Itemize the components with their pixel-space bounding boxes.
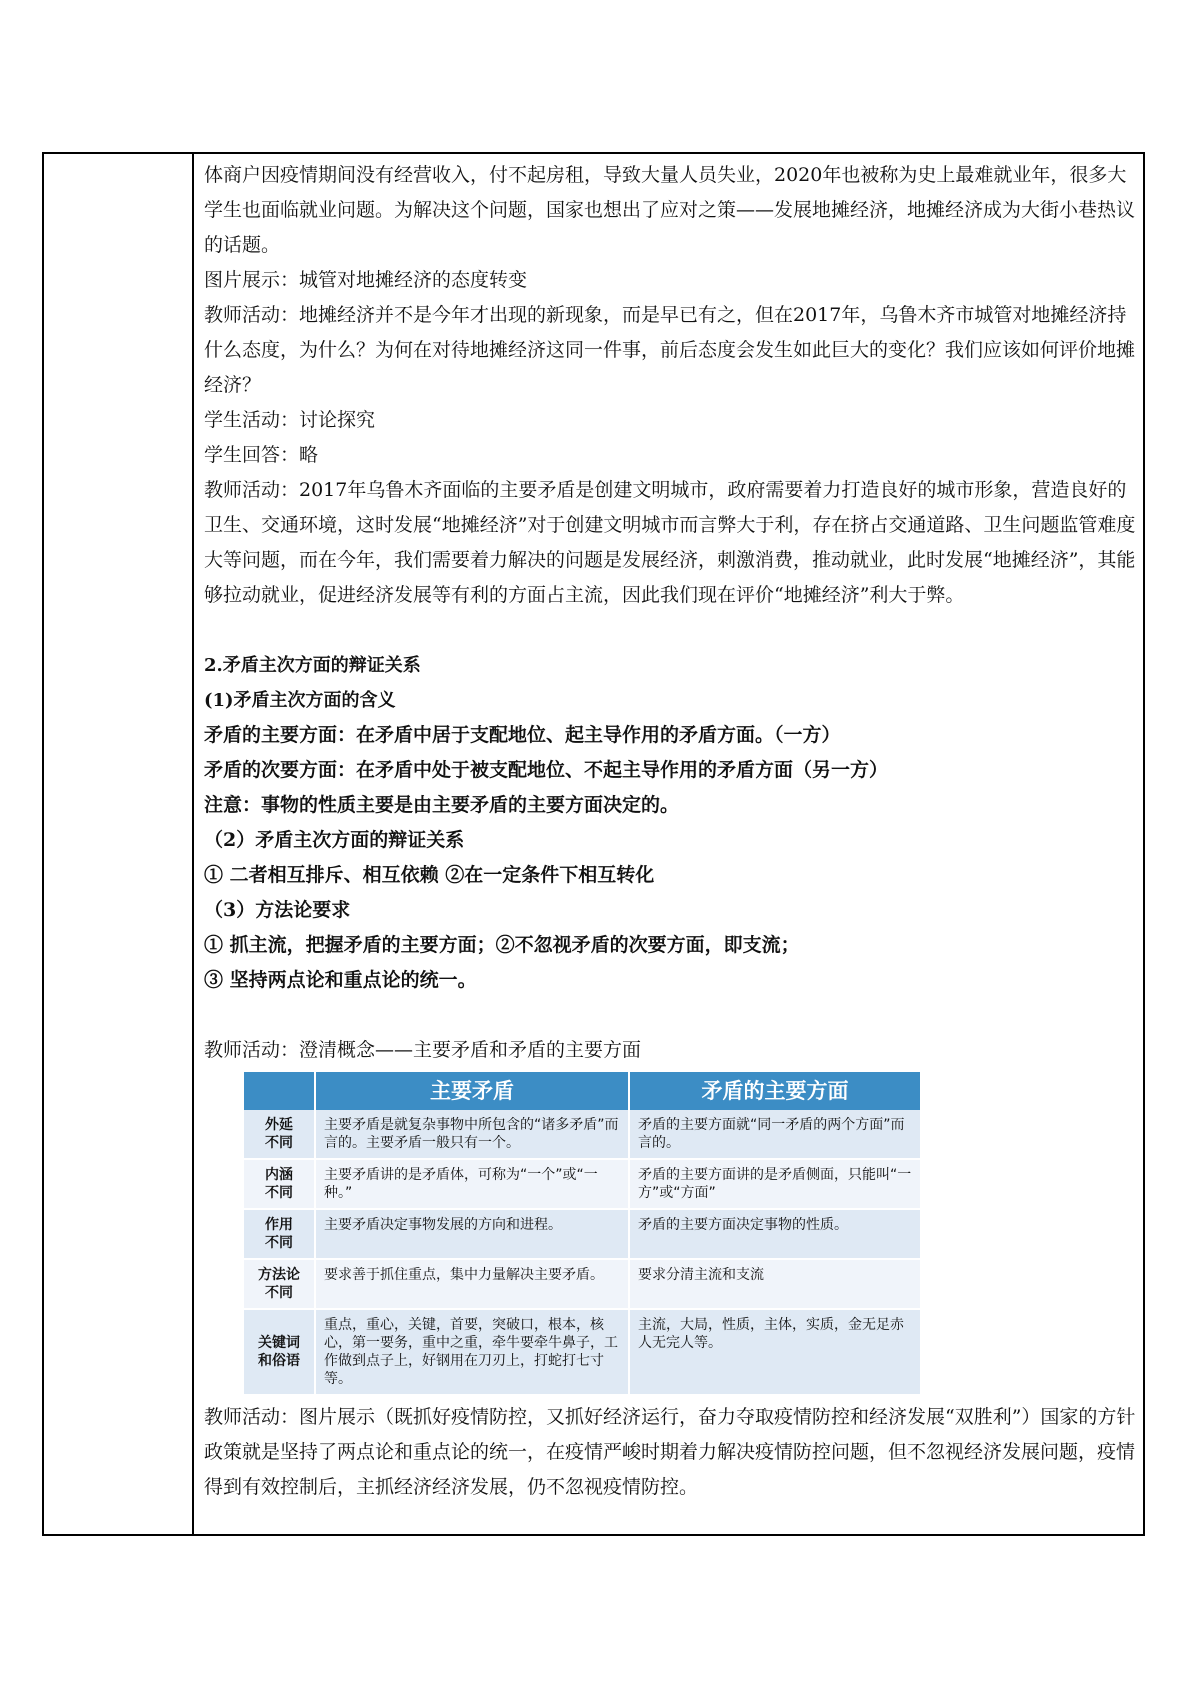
lesson-content-cell: [204, 158, 1136, 1505]
paragraph-teacher-question: 教师活动：地摊经济并不是今年才出现的新现象，而是早已有之，但在2017年，乌鲁木齐市城管对地摊经济持什么态度，为什么？为何在对待地摊经济这同一件事，前后态度会发生如此巨大的变化？我们应该如何评价地摊经济？: [204, 304, 1136, 396]
table-row: [244, 1309, 921, 1395]
table-header-principal-aspect: 矛盾的主要方面: [629, 1072, 921, 1110]
method-text-1: ① 抓主流，把握矛盾的主要方面；②不忽视矛盾的次要方面，即支流；: [204, 934, 800, 956]
table-row: [244, 1110, 921, 1159]
row-label: 方法论 不同: [244, 1259, 315, 1309]
row-label: 关键词 和俗语: [244, 1309, 315, 1395]
table-cell: 矛盾的主要方面决定事物的性质。: [629, 1209, 921, 1259]
note-text: 注意：事物的性质主要是由主要矛盾的主要方面决定的。: [204, 794, 680, 816]
table-cell: 主要矛盾决定事物发展的方向和进程。: [315, 1209, 629, 1259]
row-label: 内涵 不同: [244, 1159, 315, 1209]
table-header-corner: [244, 1072, 315, 1110]
table-cell: 矛盾的主要方面讲的是矛盾侧面，只能叫“一方”或“方面”: [629, 1159, 921, 1209]
table-cell: 要求分清主流和支流: [629, 1259, 921, 1309]
section-heading: 2.矛盾主次方面的辩证关系: [204, 655, 421, 676]
table-cell: 矛盾的主要方面就“同一矛盾的两个方面”而言的。: [629, 1110, 921, 1159]
paragraph-teacher-explain: 教师活动：2017年乌鲁木齐面临的主要矛盾是创建文明城市，政府需要着力打造良好的城市形象，营造良好的卫生、交通环境，这时发展“地摊经济”对于创建文明城市而言弊大于利，存在挤占交通道路、卫生问题监管难度大等问题，而在今年，我们需要着力解决的问题是发展经济，刺激消费，推动就业，此时发展“地摊经济”，其能够拉动就业，促进经济发展等有利的方面占主流，因此我们现在评价“地摊经济”利大于弊。: [204, 479, 1136, 606]
table-cell: 主要矛盾讲的是矛盾体，可称为“一个”或“一种。”: [315, 1159, 629, 1209]
comparison-table: [244, 1072, 922, 1396]
lesson-table: [42, 152, 1145, 1536]
definition-main-aspect: 矛盾的主要方面：在矛盾中居于支配地位、起主导作用的矛盾方面。（一方）: [204, 724, 841, 746]
subheading-meaning: (1)矛盾主次方面的含义: [204, 690, 396, 711]
table-row: [244, 1209, 921, 1259]
paragraph-student-activity: 学生活动：讨论探究: [204, 409, 376, 431]
table-cell: 主流，大局，性质，主体，实质，金无足赤人无完人等。: [629, 1309, 921, 1395]
paragraph-clarify-intro: 教师活动：澄清概念——主要矛盾和矛盾的主要方面: [204, 1039, 642, 1061]
row-label: 外延 不同: [244, 1110, 315, 1159]
table-row: [244, 1259, 921, 1309]
table-header-principal-contradiction: 主要矛盾: [315, 1072, 629, 1110]
method-text-2: ③ 坚持两点论和重点论的统一。: [204, 969, 477, 991]
paragraph-context: 体商户因疫情期间没有经营收入，付不起房租，导致大量人员失业，2020年也被称为史上最难就业年，很多大学生也面临就业问题。为解决这个问题，国家也想出了应对之策——发展地摊经济，地摊经济成为大街小巷热议的话题。: [204, 164, 1136, 256]
paragraph-closing: 教师活动：图片展示（既抓好疫情防控，又抓好经济运行，奋力夺取疫情防控和经济发展“双胜利”）国家的方针政策就是坚持了两点论和重点论的统一，在疫情严峻时期着力解决疫情防控问题，但不忽视经济发展问题，疫情得到有效控制后，主抓经济经济发展，仍不忽视疫情防控。: [204, 1406, 1136, 1498]
table-row: [244, 1159, 921, 1209]
subheading-method: （3）方法论要求: [204, 899, 351, 921]
paragraph-image-show: 图片展示：城管对地摊经济的态度转变: [204, 269, 528, 291]
subheading-relation: （2）矛盾主次方面的辩证关系: [204, 829, 465, 851]
paragraph-student-answer: 学生回答：略: [204, 444, 319, 466]
definition-secondary-aspect: 矛盾的次要方面：在矛盾中处于被支配地位、不起主导作用的矛盾方面（另一方）: [204, 759, 889, 781]
column-divider: [192, 154, 194, 1534]
table-cell: 重点，重心，关键，首要，突破口，根本，核心，第一要务，重中之重，牵牛要牵牛鼻子，工作做到点子上，好钢用在刀刃上，打蛇打七寸等。: [315, 1309, 629, 1395]
table-cell: 主要矛盾是就复杂事物中所包含的“诸多矛盾”而言的。主要矛盾一般只有一个。: [315, 1110, 629, 1159]
table-cell: 要求善于抓住重点，集中力量解决主要矛盾。: [315, 1259, 629, 1309]
row-label: 作用 不同: [244, 1209, 315, 1259]
relation-text: ① 二者相互排斥、相互依赖 ②在一定条件下相互转化: [204, 864, 655, 886]
